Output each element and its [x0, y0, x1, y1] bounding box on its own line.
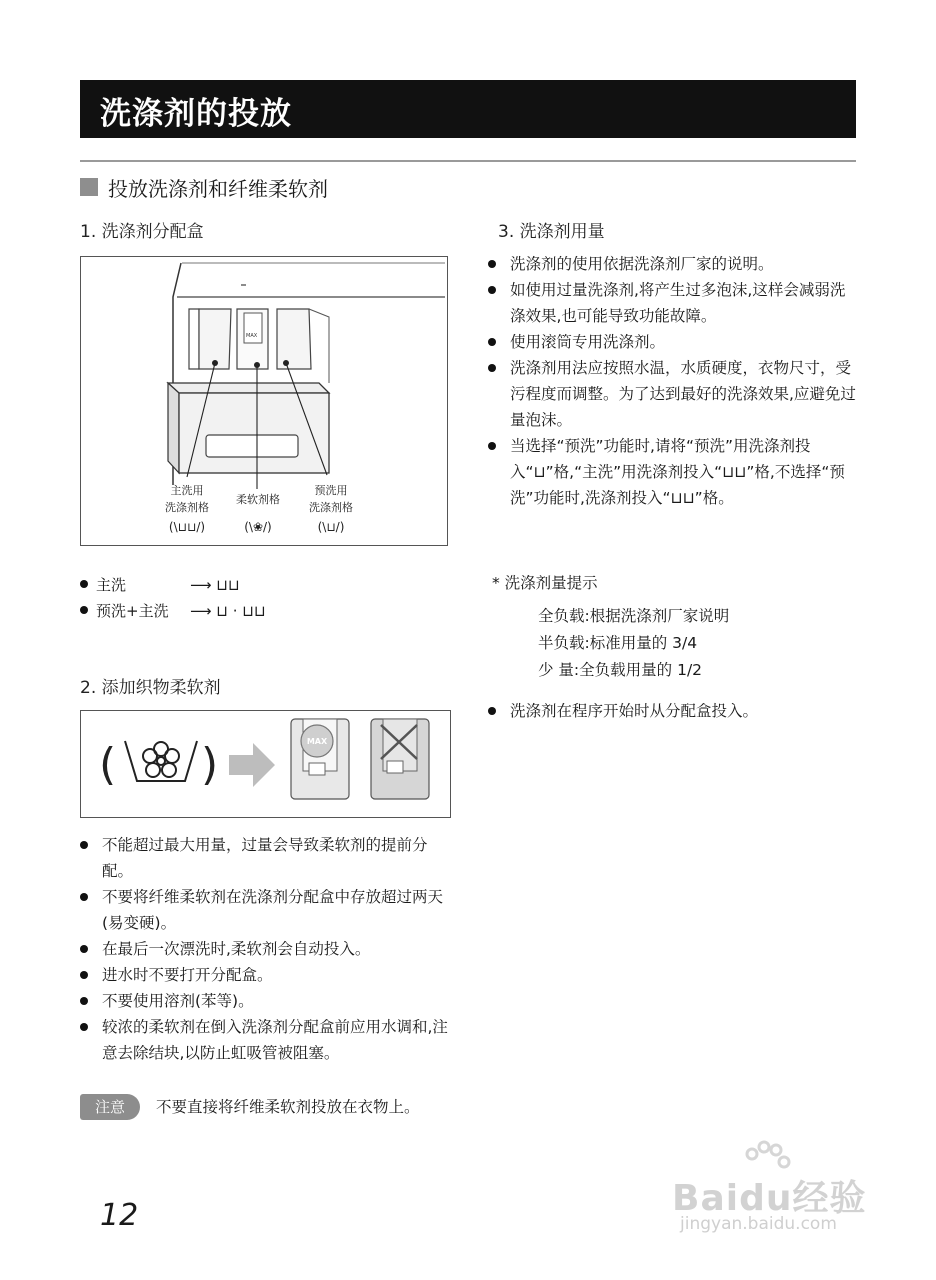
label-softener-line3: (\❀/) [244, 520, 272, 534]
flower-icon [143, 742, 179, 777]
label-prewash-line1: 预洗用 [314, 484, 348, 497]
flow-result: ⊔ · ⊔⊔ [216, 602, 266, 620]
part3-heading: 3. 洗涤剂用量 [498, 222, 605, 242]
list-item: 不要将纤维柔软剂在洗涤剂分配盒中存放超过两天(易变硬)。 [80, 884, 452, 936]
part1-heading: 1. 洗涤剂分配盒 [80, 222, 204, 242]
detergent-notes [488, 251, 858, 511]
bullet-dot-icon [80, 841, 88, 849]
bullet-dot-icon [488, 338, 496, 346]
label-main-line2: 洗涤剂格 [165, 501, 209, 514]
list-item: 洗涤剂的使用依据洗涤剂厂家的说明。 [488, 251, 858, 277]
label-main-line3: (\⊔⊔/) [168, 520, 206, 534]
arrow-right-icon [229, 743, 275, 787]
bullet-dot-icon [80, 606, 88, 614]
watermark-url: jingyan.baidu.com [680, 1214, 837, 1234]
bullet-dot-icon [80, 945, 88, 953]
bullet-dot-icon [488, 260, 496, 268]
bullet-dot-icon [80, 893, 88, 901]
label-prewash-line2: 洗涤剂格 [309, 501, 353, 514]
softener-figure [80, 710, 451, 818]
divider [80, 160, 856, 162]
watermark [672, 1140, 882, 1240]
bullet-dot-icon [80, 971, 88, 979]
list-item: 使用滚筒专用洗涤剂。 [488, 329, 858, 355]
tip-heading: * 洗涤剂量提示 [492, 574, 598, 592]
list-item: 不要使用溶剂(苯等)。 [80, 988, 452, 1014]
bullet-dot-icon [488, 364, 496, 372]
list-item: 当选择“预洗”功能时,请将“预洗”用洗涤剂投入“⊔”格,“主洗”用洗涤剂投入“⊔⊔”格,不选择“预洗”功能时,洗涤剂投入“⊔⊔”格。 [488, 433, 858, 511]
flow-main-wash [80, 574, 240, 595]
max-mark-small: MAX [246, 333, 258, 339]
caution-text: 不要直接将纤维柔软剂投放在衣物上。 [156, 1098, 420, 1116]
page-title-bar [80, 80, 856, 138]
compartment-icon [125, 741, 197, 781]
bullet-dot-icon [488, 707, 496, 715]
list-item: 较浓的柔软剂在倒入洗涤剂分配盒前应用水调和,注意去除结块,以防止虹吸管被阻塞。 [80, 1014, 452, 1066]
bullet-dot-icon [80, 580, 88, 588]
arrow-right-icon: ⟶ [190, 602, 217, 620]
softener-notes [80, 832, 452, 1066]
watermark-logo: Baidu经验 [672, 1178, 867, 1219]
list-item: 在最后一次漂洗时,柔软剂会自动投入。 [80, 936, 452, 962]
flow-prewash-main [80, 600, 266, 621]
bullet-dot-icon [80, 997, 88, 1005]
dispenser-drawer-illustration [81, 257, 446, 544]
dispenser-figure [80, 256, 448, 546]
arrow-right-icon: ⟶ [190, 576, 217, 594]
open-paren-icon: ( [99, 739, 117, 790]
list-item: 洗涤剂在程序开始时从分配盒投入。 [488, 698, 858, 724]
tip-small-load: 少 量:全负载用量的 1/2 [538, 661, 703, 679]
flow-result: ⊔⊔ [216, 576, 240, 594]
part2-heading: 2. 添加织物柔软剂 [80, 678, 221, 698]
bullet-dot-icon [488, 286, 496, 294]
bullet-dot-icon [80, 1023, 88, 1031]
caution-badge: 注意 [80, 1094, 140, 1120]
bullet-dot-icon [488, 442, 496, 450]
list-item: 洗涤剂用法应按照水温，水质硬度，衣物尺寸，受污程度而调整。为了达到最好的洗涤效果,应避免过量泡沫。 [488, 355, 858, 433]
softener-illustration [81, 711, 449, 816]
list-item: 不能超过最大用量，过量会导致柔软剂的提前分配。 [80, 832, 452, 884]
close-paren-icon: ) [201, 739, 219, 790]
flow-label: 主洗 [96, 576, 127, 594]
page-title: 洗涤剂的投放 [100, 96, 292, 132]
max-mark: MAX [306, 737, 328, 746]
flow-label: 预洗+主洗 [96, 602, 169, 620]
list-item: 如使用过量洗涤剂,将产生过多泡沫,这样会减弱洗涤效果,也可能导致功能故障。 [488, 277, 858, 329]
section-title: 投放洗涤剂和纤维柔软剂 [108, 177, 328, 201]
label-softener-line1: 柔软剂格 [236, 493, 280, 506]
square-bullet-icon [80, 178, 98, 196]
list-item: 进水时不要打开分配盒。 [80, 962, 452, 988]
final-note [488, 698, 858, 724]
label-prewash-line3: (\⊔/) [317, 520, 345, 534]
label-main-line1: 主洗用 [170, 484, 204, 497]
page-number: 12 [100, 1198, 139, 1233]
tip-half-load: 半负载:标准用量的 3/4 [538, 634, 698, 652]
tip-full-load: 全负载:根据洗涤剂厂家说明 [538, 607, 730, 625]
